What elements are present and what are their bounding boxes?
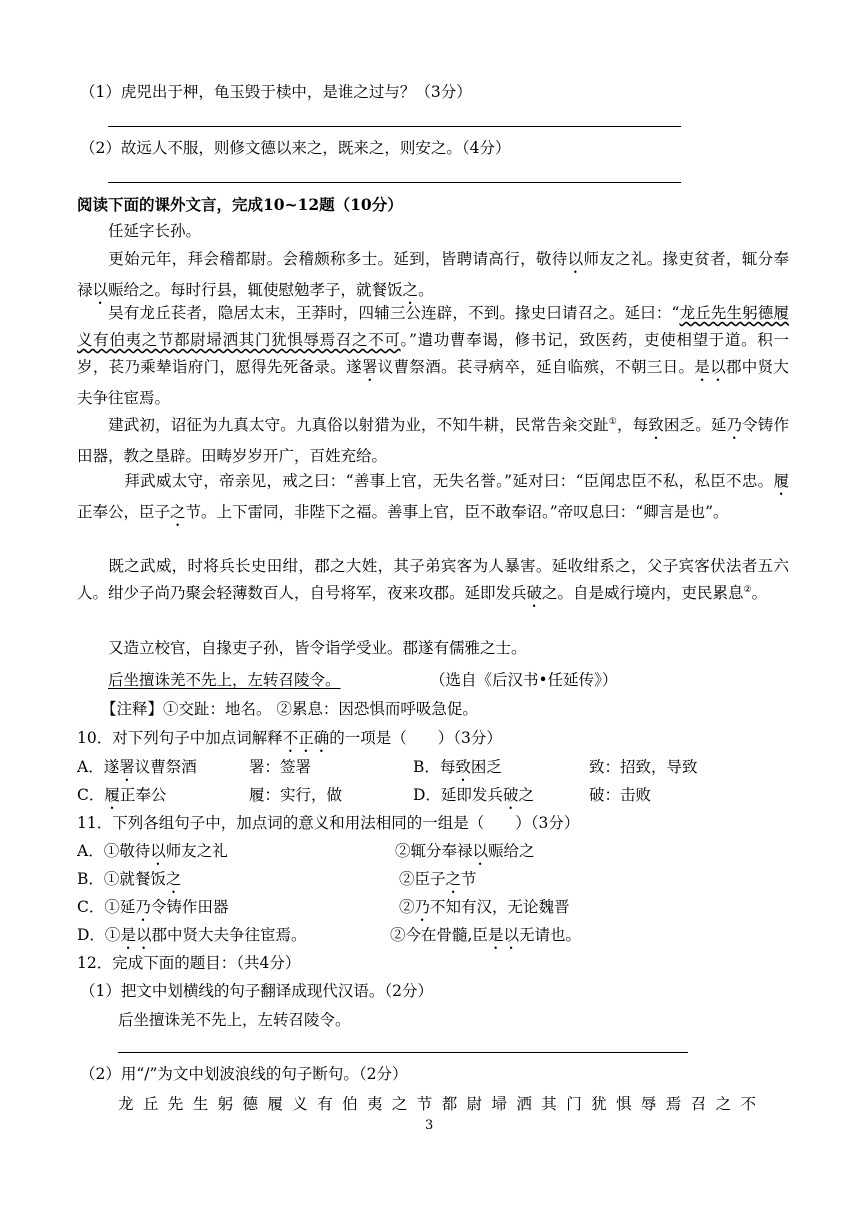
- q11-option-a-second: ②辄分奉禄以赈给之: [395, 842, 535, 860]
- source-citation: （选自《后汉书•任延传》）: [430, 671, 618, 689]
- wavy-underlined-sentence: 龙丘先生躬德履义有伯夷之节都尉埽洒其门犹惧辱焉召之不可: [77, 304, 789, 349]
- passage-paragraph-3: 建武初，诏征为九真太守。九真俗以射猎为业，不知牛耕，民常告籴交趾①，每致困乏。延乃令铸作田器，教之垦辟。田畴岁岁开广，百姓充给。: [77, 416, 789, 465]
- q11-option-c[interactable]: C．①延乃令铸作田器: [77, 898, 229, 916]
- q11-option-b[interactable]: B．①就餐饭之: [77, 870, 182, 888]
- dotted-word: 乃: [726, 416, 743, 434]
- q12-2-sentence: 龙丘先生躬德履义有伯夷之节都尉埽洒其门犹惧辱焉召之不: [118, 1095, 766, 1113]
- q12-1-sentence: 后坐擅诛羌不先上，左转召陵令。: [118, 1011, 351, 1029]
- passage-paragraph-5: 既之武威，时将兵长史田绀，郡之大姓，其子弟宾客为人暴害。延收绀系之，父子宾客伏法者五六人。绀少子尚乃聚会轻薄数百人，自号将军，夜来攻郡。延即发兵破之。自是威行境内，吏民累息②。: [77, 557, 789, 602]
- dotted-word: 以: [567, 250, 584, 268]
- dotted-word: 履: [773, 472, 789, 490]
- answer-line-3: [118, 1052, 688, 1053]
- page-number: 3: [425, 1118, 434, 1133]
- dotted-word: 之: [402, 281, 419, 299]
- dotted-word: 破: [526, 584, 543, 602]
- q10-option-a-gloss: 署：签署: [249, 758, 312, 776]
- question-10: 10．对下列句子中加点词解释不正确的一项是（ ）（3分）: [77, 729, 502, 747]
- footnote-mark-1: ①: [608, 416, 617, 427]
- question-11: 11．下列各组句子中，加点词的意义和用法相同的一组是（ ）（3分）: [77, 814, 580, 832]
- q11-option-c-second: ②乃不知有汉，无论魏晋: [399, 898, 570, 916]
- question-12: 12．完成下面的题目：（共4分）: [77, 954, 301, 972]
- q11-option-b-second: ②臣子之节: [399, 870, 477, 888]
- q11-option-d[interactable]: D．①是以郡中贤大夫争往宦焉。: [77, 926, 307, 944]
- q11-option-d-second: ②今在骨髓,臣是以无请也。: [390, 926, 581, 944]
- dotted-word: 以: [92, 281, 109, 299]
- passage-title-line: 任延字长孙。: [108, 222, 202, 240]
- answer-line-1: [108, 126, 681, 127]
- q10-option-d[interactable]: D．延即发兵破之: [413, 786, 534, 804]
- section-title: 阅读下面的课外文言，完成10~12题（10分）: [77, 195, 403, 214]
- passage-paragraph-1: 更始元年，拜会稽都尉。会稽颇称多士。延到，皆聘请高行，敬待以师友之礼。掾吏贫者，辄分奉禄以赈给之。每时行县，辄使慰勉孝子，就餐饭之。: [77, 250, 789, 299]
- question-12-part-1: （1）把文中划横线的句子翻译成现代汉语。（2分）: [80, 982, 433, 1000]
- passage-paragraph-6: 又造立校官，自掾吏子孙，皆令诣学受业。郡遂有儒雅之士。: [108, 639, 527, 657]
- q11-option-a[interactable]: A．①敬待以师友之礼: [77, 842, 228, 860]
- answer-line-2: [108, 182, 681, 183]
- q10-option-b-gloss: 致：招致，导致: [589, 758, 698, 776]
- dotted-word: 之: [170, 503, 186, 521]
- q10-option-c[interactable]: C．履正奉公: [77, 786, 167, 804]
- passage-paragraph-4: 拜武威太守，帝亲见，戒之曰：“善事上官，无失名誉。”延对曰：“臣闻忠臣不私，私臣不忠。履正奉公，臣子之节。上下雷同，非陛下之福。善事上官，臣不敢奉诏。”帝叹息曰：“卿言是也”。: [77, 472, 789, 521]
- dotted-word: 不正确: [282, 729, 330, 747]
- underlined-sentence: 后坐擅诛羌不先上，左转召陵令。: [108, 671, 341, 689]
- dotted-word: 署: [361, 358, 378, 376]
- translation-question-2: （2）故远人不服，则修文德以来之，既来之，则安之。（4分）: [80, 139, 511, 157]
- passage-paragraph-2: 吴有龙丘苌者，隐居太末，王莽时，四辅三公连辟，不到。掾史曰请召之。延曰：“龙丘先生躬德履义有伯夷之节都尉埽洒其门犹惧辱焉召之不可。”遣功曹奉谒，修书记，致医药，吏使相望于道。积一岁，苌乃乘辇诣府门，愿得先死备录。遂署议曹祭酒。苌寻病卒，延自临殡，不朝三日。是以郡中贤大夫争往宦焉。: [77, 304, 789, 407]
- q10-option-d-gloss: 破：击败: [589, 786, 652, 804]
- footnote-mark-2: ②: [743, 584, 752, 595]
- annotation-note: 【注释】①交趾：地名。 ②累息：因恐惧而呼吸急促。: [101, 700, 478, 718]
- q10-option-b[interactable]: B．每致困乏: [413, 758, 502, 776]
- translation-question-1: （1）虎兕出于柙，龟玉毁于椟中，是谁之过与？（3分）: [80, 83, 472, 101]
- question-12-part-2: （2）用“/”为文中划波浪线的句子断句。（2分）: [80, 1065, 408, 1083]
- q10-option-c-gloss: 履：实行，做: [249, 786, 343, 804]
- dotted-word: 致: [648, 416, 664, 434]
- q10-option-a[interactable]: A．遂署议曹祭酒: [77, 758, 197, 776]
- dotted-word: 是以: [694, 358, 726, 376]
